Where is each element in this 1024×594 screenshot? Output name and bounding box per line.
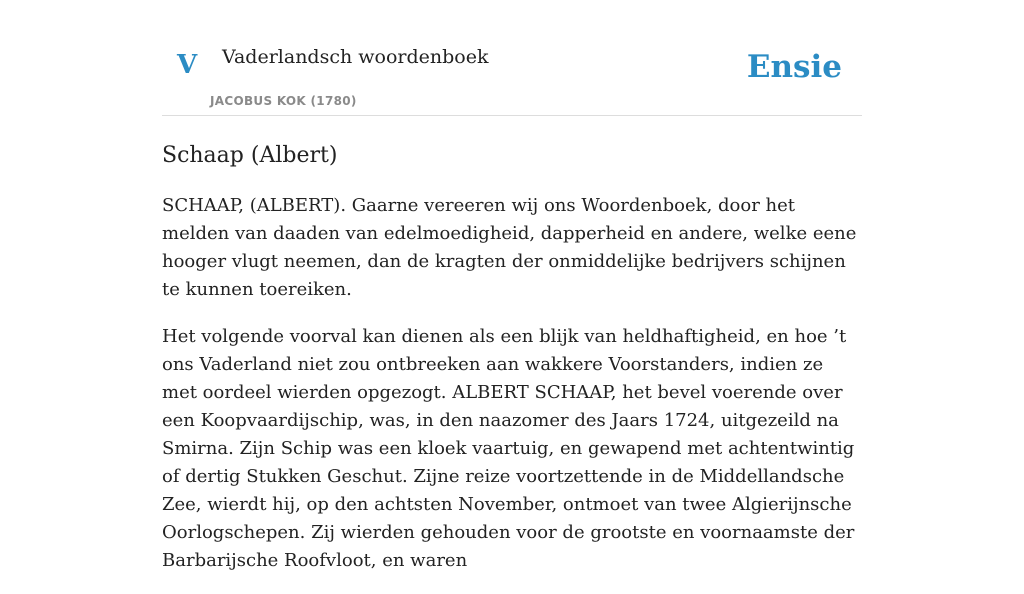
entry-body [162, 192, 862, 575]
entry-paragraph: SCHAAP, (ALBERT). Gaarne vereeren wij ons Woordenboek, door het melden van daaden van edelmoedigheid, dapperheid en andere, welke eene hooger vlugt neemen, dan de kragten der onmiddelijke bedrijvers schijnen te kunnen toereiken. [162, 195, 857, 301]
entry-title: Schaap (Albert) [162, 143, 338, 168]
book-title[interactable]: Vaderlandsch woordenboek [222, 46, 489, 68]
entry [162, 143, 862, 575]
header [162, 0, 862, 116]
book-author: JACOBUS KOK (1780) [210, 94, 357, 108]
entry-paragraph: Het volgende voorval kan dienen als een blijk van heldhaftigheid, en hoe ’t ons Vaderland niet zou ontbreeken aan wakkere Voorstanders, indien ze met oordeel wierden opgezogt. ALBERT SCHAAP, het bevel voerende over een Koopvaardijschip, was, in den naazomer des Jaars 1724, uitgezeild na Smirna. Zijn Schip was een kloek vaartuig, en gewapend met achtentwintig of dertig Stukken Geschut. Zijne reize voortzettende in de Middellandsche Zee, wierdt hij, op den achtsten November, ontmoet van twee Algierijnsche Oorlogschepen. Zij wierden gehouden voor de grootste en voornaamste der Barbarijsche Roofvloot, en waren [162, 326, 855, 572]
brand-logo[interactable]: Ensie [746, 49, 842, 85]
book-logo-letter[interactable]: V [177, 50, 198, 80]
page [162, 0, 862, 594]
